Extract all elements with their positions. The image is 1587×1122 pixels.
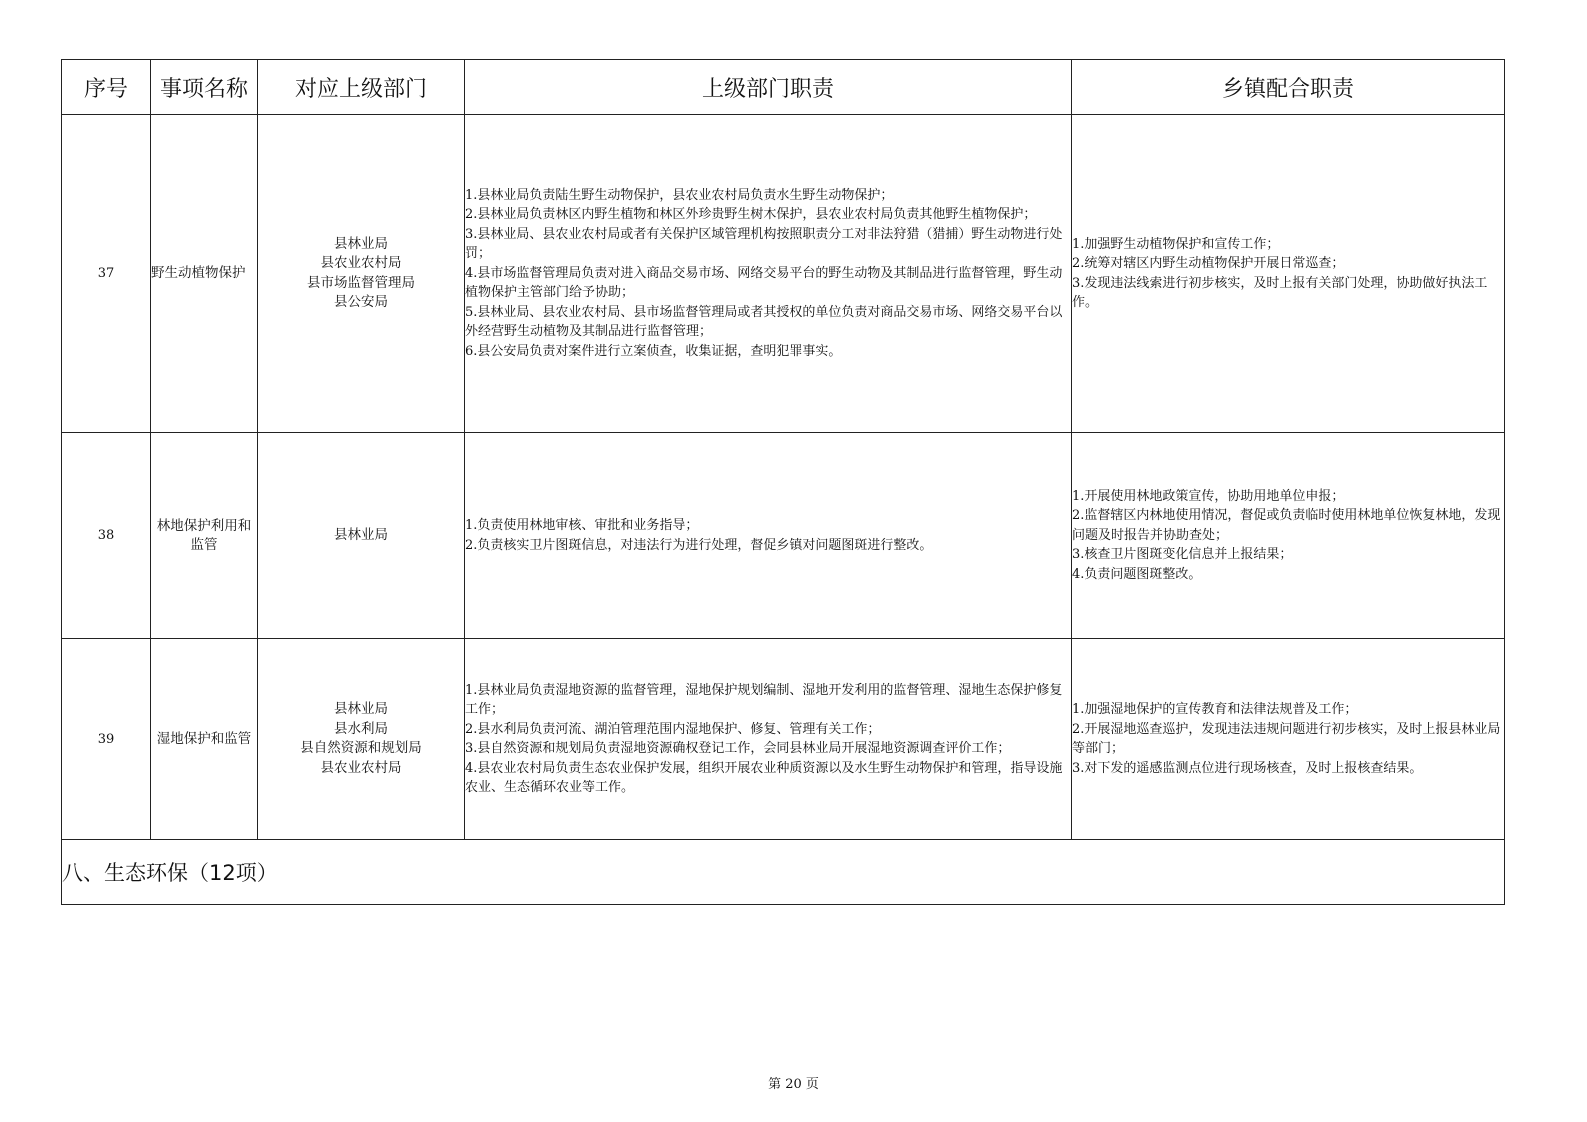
township-line: 2.统筹对辖区内野生动植物保护开展日常巡查； <box>1072 256 1345 271</box>
row-item-name: 湿地保护和监管 <box>151 639 258 840</box>
township-line: 1.加强湿地保护的宣传教育和法律法规普及工作； <box>1072 702 1358 717</box>
page-number: 第 20 页 <box>768 1077 819 1092</box>
duty-line: 3.县林业局、县农业农村局或者有关保护区域管理机构按照职责分工对非法狩猎（猎捕）野生动物进行处罚； <box>465 226 1063 262</box>
township-line: 3.核查卫片图斑变化信息并上报结果； <box>1072 547 1293 563</box>
township-line: 1.开展使用林地政策宣传，协助用地单位申报； <box>1072 488 1345 504</box>
header-township-duties: 乡镇配合职责 <box>1072 60 1505 115</box>
header-item-name: 事项名称 <box>151 60 258 115</box>
section-heading: 八、生态环保（12项） <box>62 840 1505 905</box>
dept-line: 县自然资源和规划局 <box>300 740 422 756</box>
dept-line: 县林业局 <box>334 701 388 717</box>
township-line: 3.对下发的遥感监测点位进行现场核查，及时上报核查结果。 <box>1072 760 1423 776</box>
row-item-name: 林地保护利用和监管 <box>151 433 258 639</box>
duty-line: 1.县林业局负责陆生野生动物保护，县农业农村局负责水生野生动物保护； <box>465 187 894 203</box>
dept-line: 县林业局 <box>334 235 388 252</box>
row-township-duties <box>1072 433 1505 639</box>
township-line: 4.负责问题图斑整改。 <box>1072 566 1202 582</box>
row-depts <box>258 639 465 840</box>
row-seq: 38 <box>62 433 151 639</box>
duty-line: 2.县林业局负责林区内野生植物和林区外珍贵野生树木保护，县农业农村局负责其他野生植物保护； <box>465 207 1037 223</box>
duty-line: 1.县林业局负责湿地资源的监督管理，湿地保护规划编制、湿地开发利用的监督管理、湿地生态保护修复工作； <box>465 682 1063 717</box>
row-township-duties <box>1072 115 1505 433</box>
duty-line: 4.县农业农村局负责生态农业保护发展，组织开展农业种质资源以及水生野生动物保护和管理，指导设施农业、生态循环农业等工作。 <box>465 760 1063 795</box>
row-superior-duties <box>465 115 1072 433</box>
dept-line: 县公安局 <box>334 294 388 310</box>
header-seq: 序号 <box>62 60 151 115</box>
dept-line: 县林业局 <box>334 526 388 543</box>
header-superior-duties: 上级部门职责 <box>465 60 1072 115</box>
row-depts <box>258 115 465 433</box>
table-row <box>62 433 1505 639</box>
duty-line: 2.负责核实卫片图斑信息，对违法行为进行处理，督促乡镇对问题图斑进行整改。 <box>465 537 933 553</box>
duty-line: 1.负责使用林地审核、审批和业务指导； <box>465 518 699 533</box>
duty-line: 2.县水利局负责河流、湖泊管理范围内湿地保护、修复、管理有关工作； <box>465 721 881 737</box>
row-superior-duties <box>465 639 1072 840</box>
duty-line: 4.县市场监督管理局负责对进入商品交易市场、网络交易平台的野生动物及其制品进行监督管理，野生动植物保护主管部门给予协助； <box>465 265 1063 301</box>
row-township-duties <box>1072 639 1505 840</box>
dept-line: 县市场监督管理局 <box>307 274 415 291</box>
row-superior-duties <box>465 433 1072 639</box>
row-seq: 37 <box>62 115 151 433</box>
duty-line: 3.县自然资源和规划局负责湿地资源确权登记工作，会同县林业局开展湿地资源调查评价工作； <box>465 741 1011 756</box>
dept-line: 县水利局 <box>334 720 388 737</box>
row-depts <box>258 433 465 639</box>
dept-line: 县农业农村局 <box>320 255 402 271</box>
table-row <box>62 115 1505 433</box>
header-row <box>62 60 1505 115</box>
township-line: 1.加强野生动植物保护和宣传工作； <box>1072 236 1280 252</box>
table-row <box>62 639 1505 840</box>
row-item-name: 野生动植物保护 <box>151 115 258 433</box>
dept-line: 县农业农村局 <box>320 759 402 776</box>
header-superior-dept: 对应上级部门 <box>258 60 465 115</box>
duty-line: 6.县公安局负责对案件进行立案侦查，收集证据，查明犯罪事实。 <box>465 343 842 359</box>
township-line: 3.发现违法线索进行初步核实，及时上报有关部门处理，协助做好执法工作。 <box>1072 275 1488 310</box>
duty-table <box>61 59 1505 905</box>
section-row <box>62 840 1505 905</box>
row-seq: 39 <box>62 639 151 840</box>
duty-line: 5.县林业局、县农业农村局、县市场监督管理局或者其授权的单位负责对商品交易市场、网络交易平台以外经营野生动植物及其制品进行监督管理； <box>465 304 1063 340</box>
township-line: 2.开展湿地巡查巡护，发现违法违规问题进行初步核实，及时上报县林业局等部门； <box>1072 721 1501 756</box>
township-line: 2.监督辖区内林地使用情况，督促或负责临时使用林地单位恢复林地，发现问题及时报告并协助查处； <box>1072 508 1501 543</box>
